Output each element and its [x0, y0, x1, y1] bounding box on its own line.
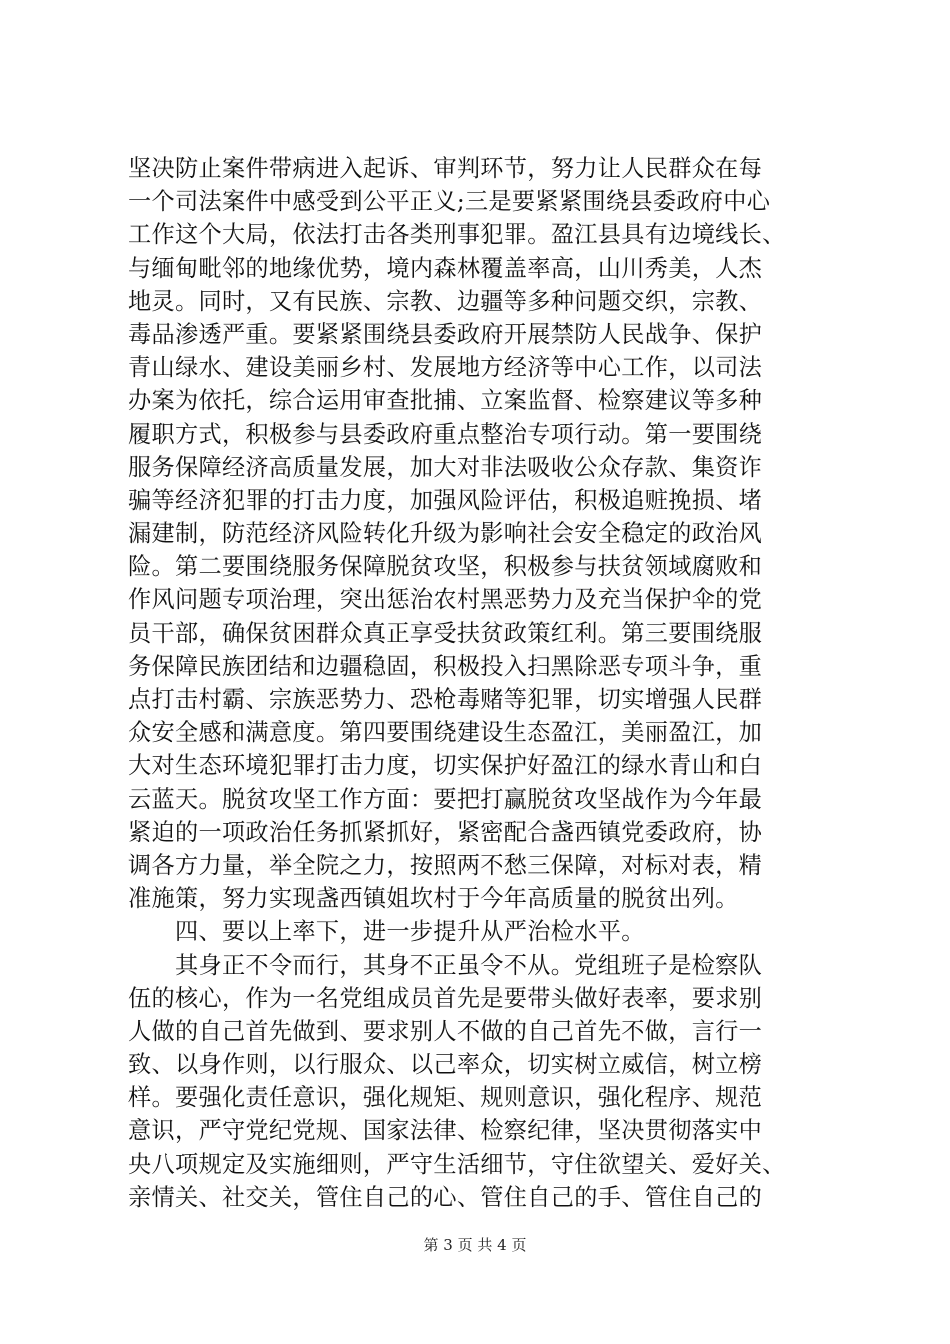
text-line: 骗等经济犯罪的打击力度，加强风险评估，积极追赃挽损、堵	[128, 486, 763, 514]
text-line: 大对生态环境犯罪打击力度，切实保护好盈江的绿水青山和白	[128, 752, 763, 780]
text-line: 亲情关、社交关，管住自己的心、管住自己的手、管住自己的	[128, 1183, 763, 1211]
text-line: 点打击村霸、宗族恶势力、恐枪毒赌等犯罪，切实增强人民群	[128, 686, 763, 713]
body-text	[128, 152, 848, 1214]
text-line: 与缅甸毗邻的地缘优势，境内森林覆盖率高，山川秀美，人杰	[128, 254, 763, 282]
text-line: 毒品渗透严重。要紧紧围绕县委政府开展禁防人民战争、保护	[128, 320, 763, 348]
text-line: 工作这个大局，依法打击各类刑事犯罪。盈江县具有边境线长、	[128, 221, 786, 249]
text-line: 一个司法案件中感受到公平正义;三是要紧紧围绕县委政府中心	[128, 188, 771, 216]
text-line: 作风问题专项治理，突出惩治农村黑恶势力及充当保护伞的党	[128, 586, 763, 614]
text-line: 央八项规定及实施细则，严守生活细节，守住欲望关、爱好关、	[128, 1150, 786, 1178]
text-line: 员干部，确保贫困群众真正享受扶贫政策红利。第三要围绕服	[128, 619, 763, 647]
text-line: 伍的核心，作为一名党组成员首先是要带头做好表率，要求别	[128, 984, 763, 1012]
text-line: 青山绿水、建设美丽乡村、发展地方经济等中心工作，以司法	[128, 354, 763, 382]
text-line: 意识，严守党纪党规、国家法律、检察纪律，坚决贯彻落实中	[128, 1117, 763, 1145]
text-line: 众安全感和满意度。第四要围绕建设生态盈江，美丽盈江，加	[128, 719, 763, 747]
text-line: 险。第二要围绕服务保障脱贫攻坚，积极参与扶贫领域腐败和	[128, 553, 763, 581]
text-line: 办案为依托，综合运用审查批捕、立案监督、检察建议等多种	[128, 387, 763, 415]
text-line: 坚决防止案件带病进入起诉、审判环节，努力让人民群众在每	[128, 155, 763, 182]
text-line: 调各方力量，举全院之力，按照两不愁三保障，对标对表，精	[128, 851, 763, 879]
text-line: 人做的自己首先做到、要求别人不做的自己首先不做，言行一	[128, 1017, 763, 1045]
text-line: 履职方式，积极参与县委政府重点整治专项行动。第一要围绕	[128, 420, 763, 448]
text-line: 其身正不令而行，其身不正虽令不从。党组班子是检察队	[128, 951, 763, 979]
text-line: 服务保障经济高质量发展，加大对非法吸收公众存款、集资诈	[128, 453, 763, 481]
text-line: 地灵。同时，又有民族、宗教、边疆等多种问题交织，宗教、	[128, 287, 763, 315]
section-heading: 四、要以上率下，进一步提升从严治检水平。	[128, 918, 645, 946]
text-line: 紧迫的一项政治任务抓紧抓好，紧密配合盏西镇党委政府，协	[128, 818, 763, 846]
text-line: 务保障民族团结和边疆稳固，积极投入扫黑除恶专项斗争，重	[128, 652, 763, 680]
text-line: 致、以身作则，以行服众、以己率众，切实树立威信，树立榜	[128, 1051, 763, 1079]
text-line: 云蓝天。脱贫攻坚工作方面：要把打赢脱贫攻坚战作为今年最	[128, 785, 763, 813]
page-number-footer: 第 3 页 共 4 页	[423, 1236, 527, 1254]
text-line: 漏建制，防范经济风险转化升级为影响社会安全稳定的政治风	[128, 520, 763, 548]
text-line: 准施策，努力实现盏西镇姐坎村于今年高质量的脱贫出列。	[128, 885, 739, 913]
text-line: 样。要强化责任意识，强化规矩、规则意识，强化程序、规范	[128, 1084, 763, 1112]
